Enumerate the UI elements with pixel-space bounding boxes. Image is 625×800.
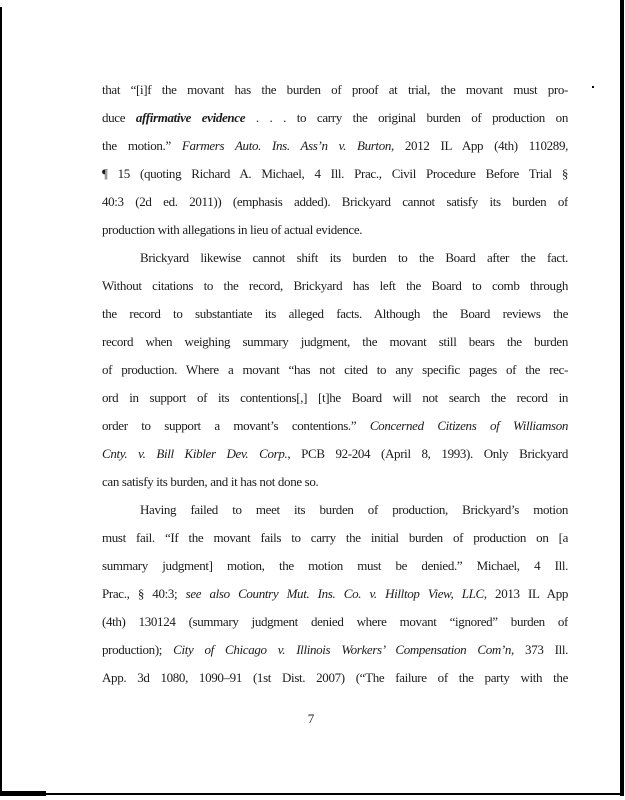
text-segment: , 373 Ill. [511,642,568,657]
text-segment: production); [102,642,174,657]
scan-speck [592,86,594,88]
scan-edge-bottom-line [0,793,624,795]
text-segment: duce [102,110,136,125]
text-segment: record when weighing summary judgment, the movant still bears the burden [102,334,568,349]
text-segment: , 2012 IL App (4th) 110289, [391,138,568,153]
text-segment: Farmers Auto. Ins. Ass’n v. Burton [181,138,391,153]
text-segment: Cnty. v. Bill Kibler Dev. Corp. [102,446,288,461]
text-line [102,216,568,244]
scan-edge-right-line [620,0,624,796]
text-segment: that “[i]f the movant has the burden of proof at trial, the movant must pro- [102,82,568,97]
text-segment: , PCB 92-204 (April 8, 1993). Only Brickyard [287,446,568,461]
text-segment: see also Country Mut. Ins. Co. v. Hilltop View, LLC [185,586,484,601]
text-line [102,580,568,608]
text-line [102,244,568,272]
text-segment: . . . to carry the original burden of production on [245,110,568,125]
text-line [102,496,568,524]
text-segment: Concerned Citizens of Williamson [369,418,568,433]
text-line [102,384,568,412]
text-line [102,440,568,468]
text-line [102,636,568,664]
text-segment: ord in support of its contentions[,] [t]he Board will not search the record in [102,390,568,405]
text-segment: summary judgment] motion, the motion must be denied.” Michael, 4 Ill. [102,558,568,573]
text-segment: 40:3 (2d ed. 2011)) (emphasis added). Brickyard cannot satisfy its burden of [102,194,568,209]
text-segment: of production. Where a movant “has not cited to any specific pages of the rec- [102,362,568,377]
text-line [102,468,568,496]
text-segment: affirmative evidence [135,110,246,125]
text-line [102,300,568,328]
text-line [102,160,568,188]
document-body-text [102,76,568,692]
page-number: 7 [307,711,315,726]
scan-edge-left-line [0,7,2,794]
text-segment: App. 3d 1080, 1090–91 (1st Dist. 2007) (“The failure of the party with the [102,670,568,685]
text-line [102,412,568,440]
text-line [102,188,568,216]
text-segment: Having failed to meet its burden of production, Brickyard’s motion [140,502,568,517]
text-segment: Brickyard likewise cannot shift its burden to the Board after the fact. [140,250,568,265]
text-line [102,664,568,692]
text-segment: , 2013 IL App [483,586,568,601]
text-line [102,356,568,384]
text-segment: order to support a movant’s contentions.” [102,418,370,433]
text-line [102,132,568,160]
text-segment: can satisfy its burden, and it has not done so. [102,474,319,489]
text-segment: City of Chicago v. Illinois Workers’ Compensation Com’n [173,642,512,657]
text-segment: ¶ 15 (quoting Richard A. Michael, 4 Ill. Prac., Civil Procedure Before Trial § [102,166,568,181]
text-line [102,608,568,636]
text-segment: Without citations to the record, Brickyard has left the Board to comb through [102,278,568,293]
text-line [102,104,568,132]
text-line [102,524,568,552]
scan-bottom-left-mark [0,791,46,796]
text-line [102,328,568,356]
text-segment: must fail. “If the movant fails to carry the initial burden of production on [a [102,530,568,545]
text-segment: the motion.” [102,138,182,153]
text-segment: production with allegations in lieu of actual evidence. [102,222,363,237]
text-line [102,76,568,104]
text-segment: Prac., § 40:3; [102,586,186,601]
text-line [102,552,568,580]
text-segment: the record to substantiate its alleged facts. Although the Board reviews the [102,306,568,321]
text-line [102,272,568,300]
text-segment: (4th) 130124 (summary judgment denied where movant “ignored” burden of [102,614,568,629]
